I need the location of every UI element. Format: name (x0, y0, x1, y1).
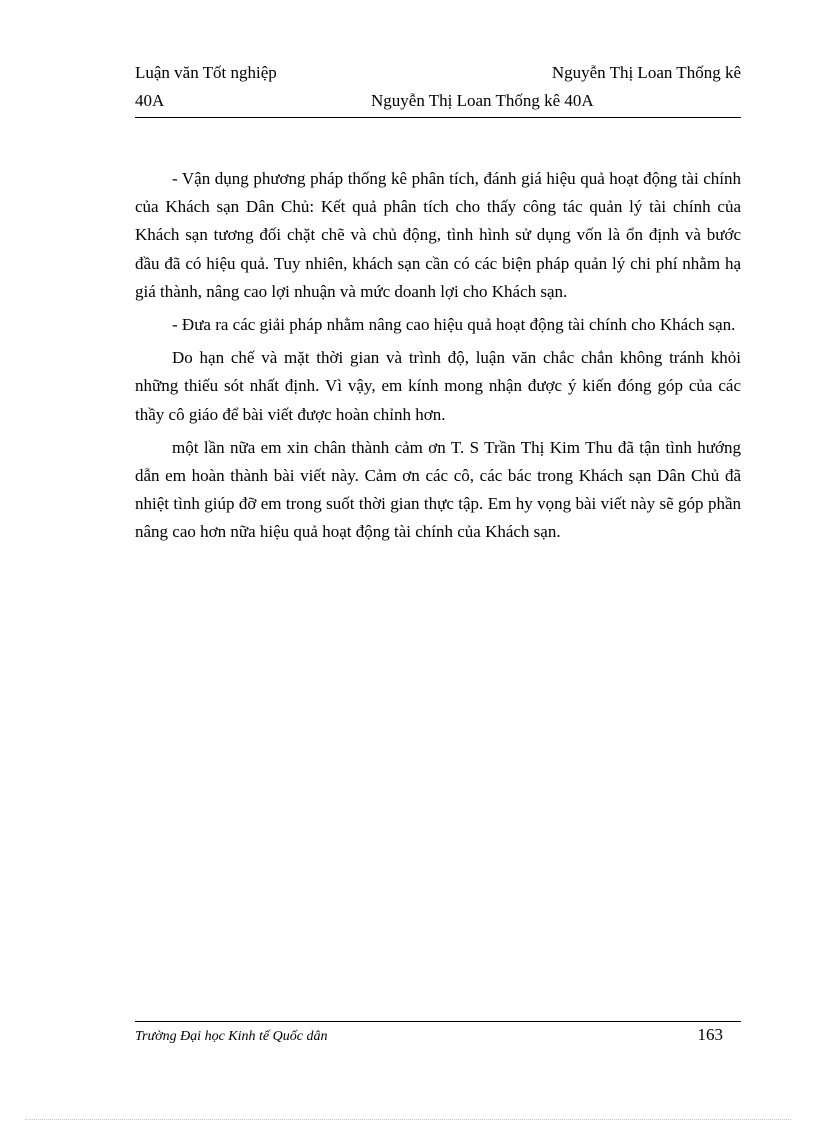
paragraph-solutions: - Đưa ra các giải pháp nhằm nâng cao hiệu quả hoạt động tài chính cho Khách sạn. (172, 315, 736, 335)
page-footer (135, 1025, 723, 1049)
header-line-2 (135, 88, 741, 114)
footer-school-name: Trường Đại học Kinh tế Quốc dân (135, 1029, 328, 1044)
body-text (135, 165, 741, 552)
header-author: Nguyễn Thị Loan Thống kê (551, 63, 741, 82)
page-bottom-border (25, 1119, 791, 1120)
header-class-code: 40A (135, 91, 165, 110)
page-header (135, 60, 741, 114)
paragraph-analysis: - Vận dụng phương pháp thống kê phân tích, đánh giá hiệu quả hoạt động tài chính của Khách sạn Dân Chủ: Kết quả phân tích cho thấy công tác quản lý tài chính của Khách sạn tương đối chặt chẽ và chủ động, tình hình sử dụng vốn là ổn định và bước đầu đã có hiệu quả. Tuy nhiên, khách sạn cần có các biện pháp quản lý chi phí nhằm hạ giá thành, nâng cao lợi nhuận và mức doanh lợi cho Khách sạn. (135, 169, 741, 301)
page-number: 163 (697, 1025, 723, 1044)
paragraph-acknowledgement: một lần nữa em xin chân thành cảm ơn T. S Trần Thị Kim Thu đã tận tình hướng dẫn em hoàn thành bài viết này. Cảm ơn các cô, các bác trong Khách sạn Dân Chủ đã nhiệt tình giúp đỡ em trong suốt thời gian thực tập. Em hy vọng bài viết này sẽ góp phần nâng cao hơn nữa hiệu quả hoạt động tài chính của Khách sạn. (135, 437, 741, 542)
header-divider (135, 117, 741, 118)
paragraph-limitations: Do hạn chế và mặt thời gian và trình độ, luận văn chắc chắn không tránh khỏi những thiếu sót nhất định. Vì vậy, em kính mong nhận được ý kiến đóng góp của các thầy cô giáo để bài viết được hoàn chỉnh hơn. (135, 348, 741, 424)
header-author-class: Nguyễn Thị Loan Thống kê 40A (371, 91, 594, 110)
header-line-1 (135, 60, 741, 86)
footer-divider (135, 1021, 741, 1022)
header-thesis-title: Luận văn Tốt nghiệp (135, 63, 277, 82)
